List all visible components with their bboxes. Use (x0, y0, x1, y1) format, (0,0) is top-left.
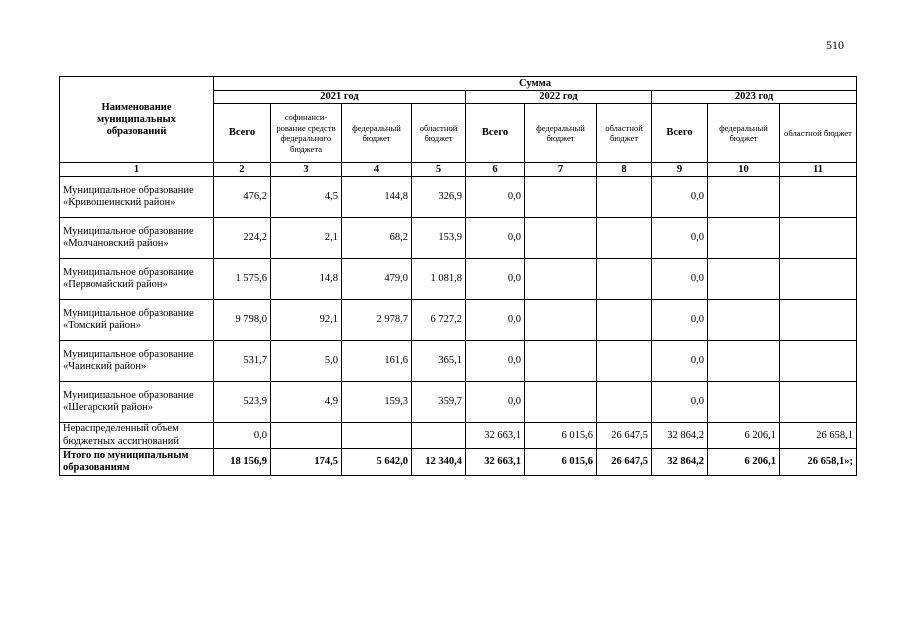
row-name: Муниципальное образование «Шегарский район» (60, 382, 214, 423)
header-year-2022: 2022 год (466, 91, 652, 104)
row-value (780, 218, 857, 259)
row-name: Муниципальное образование «Молчановский район» (60, 218, 214, 259)
total-value: 32 864,2 (652, 449, 708, 476)
row-value (525, 341, 597, 382)
row-value: 0,0 (466, 382, 525, 423)
row-value: 0,0 (466, 259, 525, 300)
header-2021-cofin: софинанси-рование средств федерального бюджета (271, 104, 342, 163)
row-value: 224,2 (214, 218, 271, 259)
row-value (525, 218, 597, 259)
col-number: 9 (652, 163, 708, 177)
table-row (60, 382, 857, 423)
total-value: 6 206,1 (708, 449, 780, 476)
row-value: 6 206,1 (708, 423, 780, 449)
col-number: 2 (214, 163, 271, 177)
row-value: 2 978,7 (342, 300, 412, 341)
col-number: 7 (525, 163, 597, 177)
row-value: 0,0 (466, 341, 525, 382)
row-value: 4,5 (271, 177, 342, 218)
row-value: 0,0 (652, 382, 708, 423)
total-value: 26 647,5 (597, 449, 652, 476)
header-2021-total: Всего (214, 104, 271, 163)
row-value (780, 341, 857, 382)
header-2021-federal: федеральный бюджет (342, 104, 412, 163)
row-value (342, 423, 412, 449)
col-number: 1 (60, 163, 214, 177)
row-value: 68,2 (342, 218, 412, 259)
row-value (708, 341, 780, 382)
total-value: 26 658,1»; (780, 449, 857, 476)
header-year-2021: 2021 год (214, 91, 466, 104)
row-value: 161,6 (342, 341, 412, 382)
row-value: 6 015,6 (525, 423, 597, 449)
row-value: 0,0 (466, 177, 525, 218)
row-value (525, 177, 597, 218)
col-number: 4 (342, 163, 412, 177)
row-value: 326,9 (412, 177, 466, 218)
table-row (60, 259, 857, 300)
row-value: 4,9 (271, 382, 342, 423)
row-name: Муниципальное образование «Томский район» (60, 300, 214, 341)
header-2022-total: Всего (466, 104, 525, 163)
row-value: 0,0 (652, 341, 708, 382)
row-name: Муниципальное образование «Чаинский район» (60, 341, 214, 382)
header-2023-federal: федеральный бюджет (708, 104, 780, 163)
row-value (525, 382, 597, 423)
table-row (60, 300, 857, 341)
row-value: 6 727,2 (412, 300, 466, 341)
row-value (525, 259, 597, 300)
total-value: 6 015,6 (525, 449, 597, 476)
table-row (60, 218, 857, 259)
table-row (60, 177, 857, 218)
table-row (60, 423, 857, 449)
total-value: 12 340,4 (412, 449, 466, 476)
row-value (780, 259, 857, 300)
row-value: 144,8 (342, 177, 412, 218)
row-value: 2,1 (271, 218, 342, 259)
row-value: 1 081,8 (412, 259, 466, 300)
row-value: 531,7 (214, 341, 271, 382)
col-number: 10 (708, 163, 780, 177)
total-value: 174,5 (271, 449, 342, 476)
row-value: 0,0 (466, 300, 525, 341)
row-value: 26 658,1 (780, 423, 857, 449)
row-value: 0,0 (652, 259, 708, 300)
row-value (780, 177, 857, 218)
total-value: 18 156,9 (214, 449, 271, 476)
total-row (60, 449, 857, 476)
header-2022-federal: федеральный бюджет (525, 104, 597, 163)
row-value (708, 177, 780, 218)
row-name: Нераспределенный объем бюджетных ассигнований (60, 423, 214, 449)
row-value: 476,2 (214, 177, 271, 218)
total-value: 5 642,0 (342, 449, 412, 476)
row-value: 0,0 (652, 300, 708, 341)
total-name: Итого по муниципальным образованиям (60, 449, 214, 476)
row-value (708, 382, 780, 423)
table-row (60, 341, 857, 382)
row-value: 5,0 (271, 341, 342, 382)
row-value (780, 300, 857, 341)
row-value (708, 259, 780, 300)
header-2023-regional: областной бюджет (780, 104, 857, 163)
row-value: 153,9 (412, 218, 466, 259)
row-value (597, 218, 652, 259)
row-value (780, 382, 857, 423)
column-number-row (60, 163, 857, 177)
col-number: 11 (780, 163, 857, 177)
budget-table (59, 76, 857, 476)
row-value: 479,0 (342, 259, 412, 300)
row-value: 32 663,1 (466, 423, 525, 449)
row-value: 523,9 (214, 382, 271, 423)
row-value (597, 341, 652, 382)
row-value: 0,0 (466, 218, 525, 259)
header-name-column: Наименование муниципальных образований (60, 77, 214, 163)
row-value (597, 382, 652, 423)
header-sum: Сумма (214, 77, 857, 91)
row-value: 1 575,6 (214, 259, 271, 300)
row-value (708, 300, 780, 341)
row-value (597, 259, 652, 300)
row-value (525, 300, 597, 341)
row-value: 159,3 (342, 382, 412, 423)
header-year-2023: 2023 год (652, 91, 857, 104)
header-2021-regional: областной бюджет (412, 104, 466, 163)
row-value: 0,0 (214, 423, 271, 449)
row-value: 0,0 (652, 218, 708, 259)
col-number: 5 (412, 163, 466, 177)
row-value: 26 647,5 (597, 423, 652, 449)
row-value (597, 177, 652, 218)
page-number: 510 (826, 38, 844, 52)
row-value (708, 218, 780, 259)
row-value (597, 300, 652, 341)
row-value: 92,1 (271, 300, 342, 341)
row-name: Муниципальное образование «Кривошеинский район» (60, 177, 214, 218)
row-value: 0,0 (652, 177, 708, 218)
row-value (412, 423, 466, 449)
col-number: 6 (466, 163, 525, 177)
row-value (271, 423, 342, 449)
col-number: 8 (597, 163, 652, 177)
total-value: 32 663,1 (466, 449, 525, 476)
row-value: 9 798,0 (214, 300, 271, 341)
row-value: 32 864,2 (652, 423, 708, 449)
row-value: 365,1 (412, 341, 466, 382)
row-name: Муниципальное образование «Первомайский район» (60, 259, 214, 300)
header-2022-regional: областной бюджет (597, 104, 652, 163)
header-2023-total: Всего (652, 104, 708, 163)
col-number: 3 (271, 163, 342, 177)
row-value: 359,7 (412, 382, 466, 423)
row-value: 14,8 (271, 259, 342, 300)
